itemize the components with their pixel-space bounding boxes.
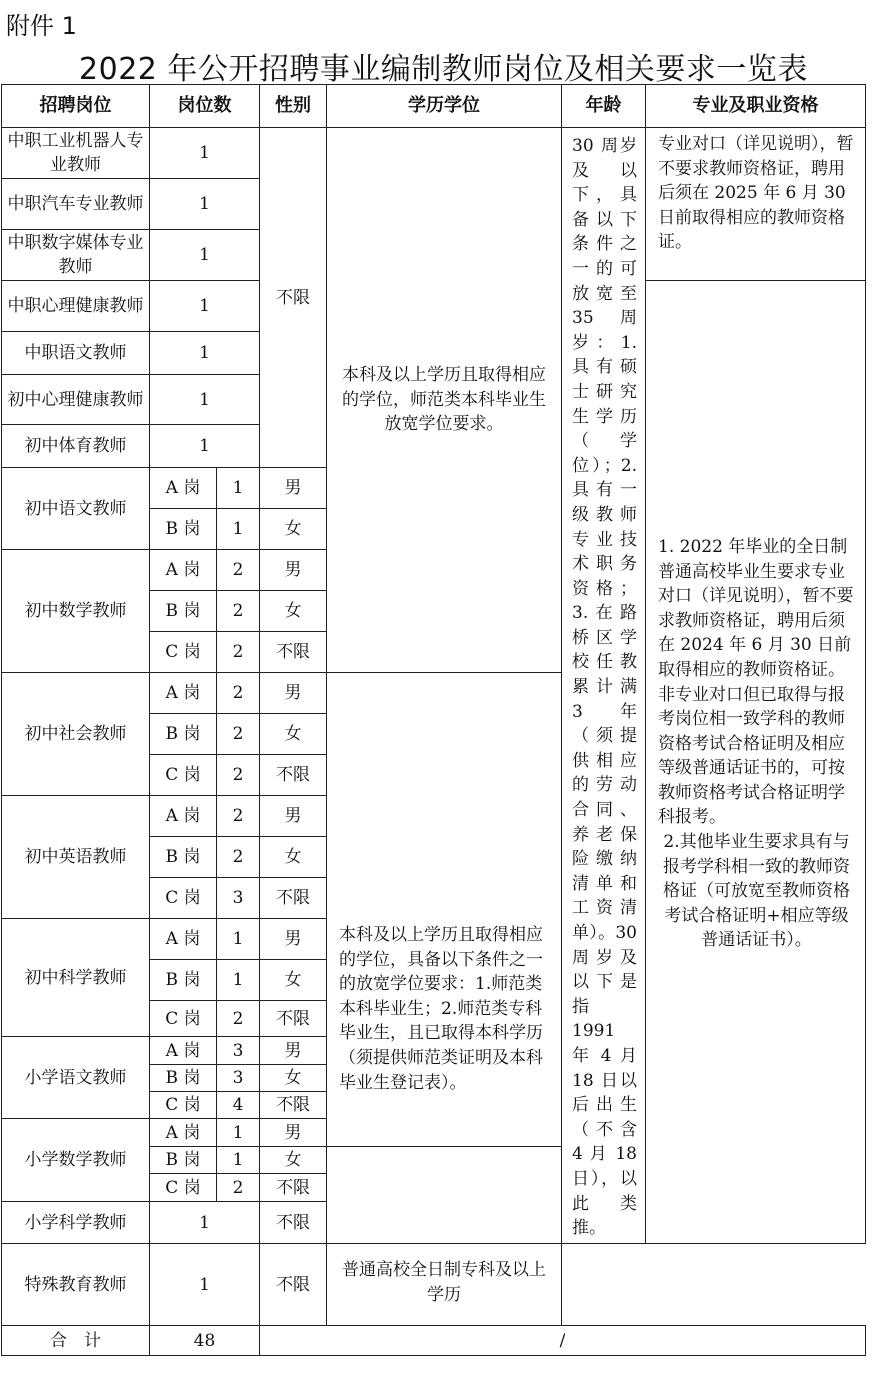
position-cell: 小学语文教师 <box>2 1037 150 1119</box>
position-cell: 初中体育教师 <box>2 425 150 468</box>
post-cell: B 岗 <box>150 591 217 632</box>
header-row <box>2 85 866 128</box>
gender-cell: 不限 <box>260 1202 327 1244</box>
header-gender: 性别 <box>260 85 327 128</box>
count-cell: 1 <box>150 1244 260 1326</box>
post-cell: A 岗 <box>150 468 217 509</box>
gender-cell: 不限 <box>260 1092 327 1119</box>
education-cell-relaxed <box>327 673 562 1147</box>
post-cell: A 岗 <box>150 673 217 714</box>
count-cell: 1 <box>150 332 260 375</box>
count-cell: 2 <box>217 1174 260 1202</box>
count-cell: 2 <box>217 550 260 591</box>
education-cell-junior-college: 普通高校全日制专科及以上学历 <box>327 1244 562 1326</box>
recruitment-table <box>1 84 866 1356</box>
count-cell: 2 <box>217 673 260 714</box>
count-cell: 2 <box>217 632 260 673</box>
attachment-label: 附件 1 <box>6 12 77 40</box>
post-cell: A 岗 <box>150 1119 217 1147</box>
age-requirement-cell: 30 周岁及以下，具备以下条件之一的可放宽至 35 周岁：1.具有硕士研究生学历（学位）；2.具有一级教师专业技术职务资格；3.在路桥区学校任教累计满 3 年（须提供相应的劳动合同、养老保险缴纳清单和工资清单）。30 周岁及以下是指 1991 年 4 月 18 日以后出生（不含 4 月 18 日），以此类推。 <box>562 128 646 1244</box>
post-cell: B 岗 <box>150 509 217 550</box>
post-cell: B 岗 <box>150 1065 217 1092</box>
position-cell: 中职语文教师 <box>2 332 150 375</box>
count-cell: 3 <box>217 1065 260 1092</box>
post-cell: B 岗 <box>150 1147 217 1174</box>
gender-cell: 女 <box>260 591 327 632</box>
table-row <box>2 1244 866 1326</box>
count-cell: 1 <box>150 1202 260 1244</box>
total-row <box>2 1326 866 1356</box>
count-cell: 2 <box>217 1001 260 1037</box>
gender-cell: 不限 <box>260 632 327 673</box>
header-count: 岗位数 <box>150 85 260 128</box>
gender-cell: 女 <box>260 1147 327 1174</box>
position-cell: 中职汽车专业教师 <box>2 179 150 230</box>
post-cell: A 岗 <box>150 1037 217 1065</box>
education-cell-undergrad: 本科及以上学历且取得相应的学位，师范类本科毕业生放宽学位要求。 <box>327 128 562 673</box>
count-cell: 1 <box>150 375 260 425</box>
count-cell: 1 <box>217 509 260 550</box>
gender-cell: 不限 <box>260 878 327 919</box>
position-cell: 小学数学教师 <box>2 1119 150 1202</box>
count-cell: 1 <box>217 919 260 960</box>
post-cell: A 岗 <box>150 550 217 591</box>
gender-cell: 男 <box>260 1119 327 1147</box>
position-cell: 小学科学教师 <box>2 1202 150 1244</box>
position-cell: 初中数学教师 <box>2 550 150 673</box>
qualification-cell-vocational: 专业对口（详见说明），暂不要求教师资格证，聘用后须在 2025 年 6 月 30 日前取得相应的教师资格证。 <box>646 128 866 281</box>
count-cell: 1 <box>217 960 260 1001</box>
gender-cell: 男 <box>260 919 327 960</box>
qualification-item-1: 1. 2022 年毕业的全日制普通高校毕业生要求专业对口（详见说明），暂不要求教师资格证，聘用后须在 2024 年 6 月 30 日前取得相应的教师资格证。非专业对口但已取得与报考岗位相一致学科的教师资格考试合格证明及相应等级普通话证书的，可按教师资格考试合格证明学科报考。 <box>658 536 854 828</box>
post-cell: C 岗 <box>150 1092 217 1119</box>
page-title: 2022 年公开招聘事业编制教师岗位及相关要求一览表 <box>79 52 808 87</box>
position-cell: 初中英语教师 <box>2 796 150 919</box>
count-cell: 2 <box>217 796 260 837</box>
header-qualification: 专业及职业资格 <box>646 85 866 128</box>
gender-cell: 不限 <box>260 1244 327 1326</box>
gender-cell: 不限 <box>260 1001 327 1037</box>
position-cell: 初中科学教师 <box>2 919 150 1037</box>
post-cell: C 岗 <box>150 632 217 673</box>
qualification-item-2: 2.其他毕业生要求具有与报考学科相一致的教师资格证（可放宽至教师资格考试合格证明+相应等级普通话证书）。 <box>663 832 850 951</box>
count-cell: 1 <box>217 468 260 509</box>
gender-cell: 男 <box>260 673 327 714</box>
total-label: 合 计 <box>2 1326 150 1356</box>
post-cell: A 岗 <box>150 919 217 960</box>
gender-cell: 女 <box>260 509 327 550</box>
position-cell: 初中语文教师 <box>2 468 150 550</box>
table-row <box>2 128 866 179</box>
gender-cell: 男 <box>260 550 327 591</box>
gender-cell: 男 <box>260 796 327 837</box>
total-rest: / <box>260 1326 866 1356</box>
post-cell: B 岗 <box>150 714 217 755</box>
count-cell: 1 <box>150 179 260 230</box>
count-cell: 2 <box>217 837 260 878</box>
gender-cell: 不限 <box>260 1174 327 1202</box>
count-cell: 2 <box>217 591 260 632</box>
count-cell: 3 <box>217 1037 260 1065</box>
post-cell: C 岗 <box>150 755 217 796</box>
position-cell: 中职工业机器人专业教师 <box>2 128 150 179</box>
gender-cell: 女 <box>260 960 327 1001</box>
gender-cell: 女 <box>260 714 327 755</box>
count-cell: 1 <box>150 281 260 332</box>
header-education: 学历学位 <box>327 85 562 128</box>
count-cell: 1 <box>150 425 260 468</box>
position-cell: 初中心理健康教师 <box>2 375 150 425</box>
header-age: 年龄 <box>562 85 646 128</box>
count-cell: 1 <box>217 1147 260 1174</box>
count-cell: 1 <box>150 128 260 179</box>
count-cell: 1 <box>217 1119 260 1147</box>
count-cell: 3 <box>217 878 260 919</box>
post-cell: A 岗 <box>150 796 217 837</box>
count-cell: 1 <box>150 230 260 281</box>
position-cell: 中职心理健康教师 <box>2 281 150 332</box>
count-cell: 4 <box>217 1092 260 1119</box>
post-cell: B 岗 <box>150 837 217 878</box>
post-cell: C 岗 <box>150 1001 217 1037</box>
position-cell: 中职数字媒体专业教师 <box>2 230 150 281</box>
gender-cell: 男 <box>260 468 327 509</box>
position-cell: 初中社会教师 <box>2 673 150 796</box>
post-cell: C 岗 <box>150 878 217 919</box>
gender-cell: 男 <box>260 1037 327 1065</box>
post-cell: C 岗 <box>150 1174 217 1202</box>
total-count: 48 <box>150 1326 260 1356</box>
post-cell: B 岗 <box>150 960 217 1001</box>
gender-cell: 女 <box>260 837 327 878</box>
header-position: 招聘岗位 <box>2 85 150 128</box>
count-cell: 2 <box>217 714 260 755</box>
position-cell: 特殊教育教师 <box>2 1244 150 1326</box>
gender-cell: 女 <box>260 1065 327 1092</box>
education-relaxed-text: 本科及以上学历且取得相应的学位，具备以下条件之一的放宽学位要求：1.师范类本科毕业生；2.师范类专科毕业生，且已取得本科学历（须提供师范类证明及本科毕业生登记表）。 <box>339 925 543 1093</box>
count-cell: 2 <box>217 755 260 796</box>
qualification-cell-general <box>646 281 866 1244</box>
gender-cell: 不限 <box>260 128 327 468</box>
gender-cell: 不限 <box>260 755 327 796</box>
